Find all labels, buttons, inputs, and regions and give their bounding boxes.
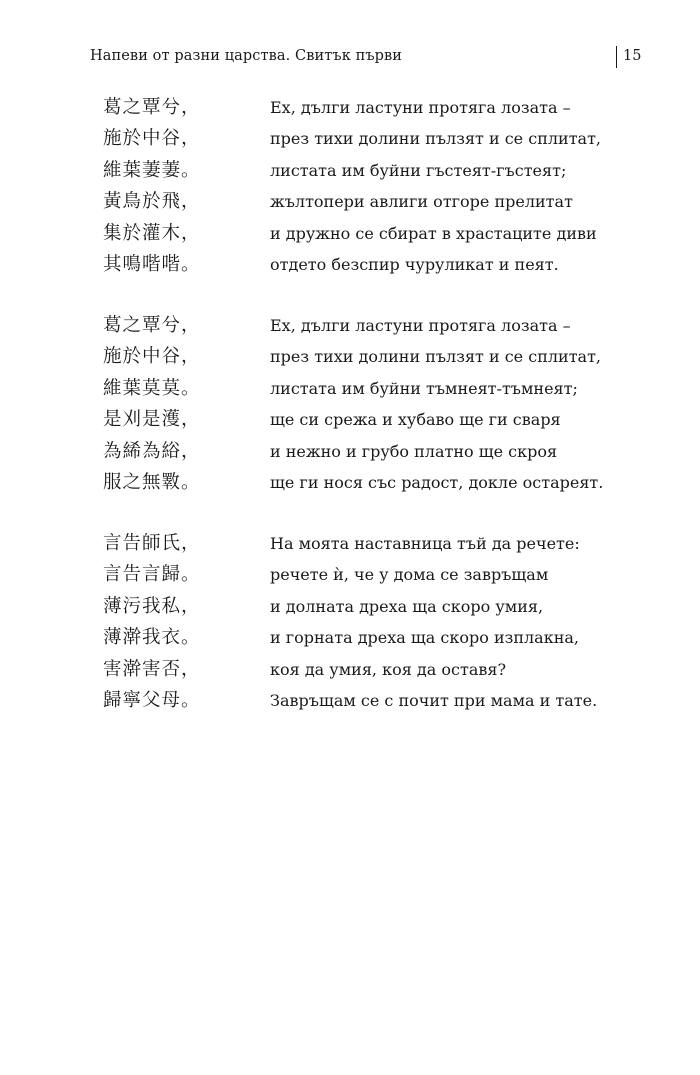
poem-line bbox=[0, 685, 700, 716]
poem-line bbox=[0, 528, 700, 559]
poem-line bbox=[0, 559, 700, 590]
poem-line bbox=[0, 622, 700, 653]
poem-line bbox=[0, 218, 700, 249]
chinese-verse: 歸寧父母。 bbox=[103, 689, 201, 711]
chinese-verse: 薄污我私， bbox=[103, 595, 201, 617]
chinese-verse: 其鳴喈喈。 bbox=[103, 253, 201, 275]
chinese-verse: 葛之覃兮， bbox=[103, 315, 201, 336]
poem-line bbox=[0, 373, 700, 404]
chinese-verse: 維葉莫莫。 bbox=[103, 377, 201, 399]
bulgarian-verse: речете ѝ, че у дома се завръщам bbox=[270, 565, 549, 585]
stanza-3 bbox=[0, 528, 700, 722]
bulgarian-verse: и долната дреха ща скоро умия, bbox=[270, 596, 544, 616]
bulgarian-verse: листата им буйни гъстеят-гъстеят; bbox=[270, 160, 567, 180]
poem-line bbox=[0, 186, 700, 217]
page-header bbox=[90, 46, 642, 72]
bulgarian-verse: и горната дреха ща скоро изплакна, bbox=[270, 628, 579, 648]
poem bbox=[0, 92, 700, 746]
bulgarian-verse: Ех, дълги ластуни протяга лозата – bbox=[270, 316, 571, 335]
chinese-verse: 害澣害否， bbox=[103, 658, 201, 680]
running-title: Напеви от разни царства. Свитък първи bbox=[90, 48, 403, 64]
poem-line bbox=[0, 654, 700, 685]
bulgarian-verse: коя да умия, коя да оставя? bbox=[270, 659, 507, 679]
bulgarian-verse: Ех, дълги ластуни протяга лозата – bbox=[270, 98, 571, 117]
chinese-verse: 施於中谷， bbox=[103, 346, 201, 368]
page-number: 15 bbox=[623, 48, 642, 64]
chinese-verse: 葛之覃兮， bbox=[103, 97, 201, 118]
poem-line bbox=[0, 341, 700, 372]
bulgarian-verse: през тихи долини пълзят и се сплитат, bbox=[270, 347, 602, 367]
header-divider bbox=[616, 46, 617, 68]
poem-line bbox=[0, 591, 700, 622]
chinese-verse: 薄澣我衣。 bbox=[103, 627, 201, 649]
poem-line bbox=[0, 123, 700, 154]
chinese-verse: 是刈是濩， bbox=[103, 409, 201, 431]
bulgarian-verse: и дружно се сбират в храстаците диви bbox=[270, 223, 597, 243]
poem-line bbox=[0, 436, 700, 467]
bulgarian-verse: Завръщам се с почит при мама и тате. bbox=[270, 690, 598, 710]
chinese-verse: 集於灌木， bbox=[103, 222, 201, 244]
stanza-1 bbox=[0, 92, 700, 286]
chinese-verse: 為絺為綌， bbox=[103, 440, 201, 462]
bulgarian-verse: На моята наставница тъй да речете: bbox=[270, 534, 580, 553]
bulgarian-verse: отдето безспир чуруликат и пеят. bbox=[270, 254, 559, 274]
chinese-verse: 言告師氏， bbox=[103, 533, 201, 554]
poem-line bbox=[0, 310, 700, 341]
poem-line bbox=[0, 249, 700, 280]
poem-line bbox=[0, 92, 700, 123]
chinese-verse: 言告言歸。 bbox=[103, 564, 201, 586]
poem-line bbox=[0, 155, 700, 186]
bulgarian-verse: жълтопери авлиги отгоре прелитат bbox=[270, 192, 573, 212]
chinese-verse: 維葉萋萋。 bbox=[103, 159, 201, 181]
chinese-verse: 服之無斁。 bbox=[103, 471, 201, 493]
poem-line bbox=[0, 404, 700, 435]
bulgarian-verse: ще ги нося със радост, докле остареят. bbox=[270, 472, 604, 492]
chinese-verse: 黃鳥於飛， bbox=[103, 191, 201, 213]
bulgarian-verse: ще си срежа и хубаво ще ги сваря bbox=[270, 410, 561, 430]
poem-line bbox=[0, 467, 700, 498]
stanza-2 bbox=[0, 310, 700, 504]
bulgarian-verse: листата им буйни тъмнеят-тъмнеят; bbox=[270, 378, 578, 398]
bulgarian-verse: и нежно и грубо платно ще скроя bbox=[270, 441, 558, 461]
bulgarian-verse: през тихи долини пълзят и се сплитат, bbox=[270, 129, 602, 149]
chinese-verse: 施於中谷， bbox=[103, 128, 201, 150]
